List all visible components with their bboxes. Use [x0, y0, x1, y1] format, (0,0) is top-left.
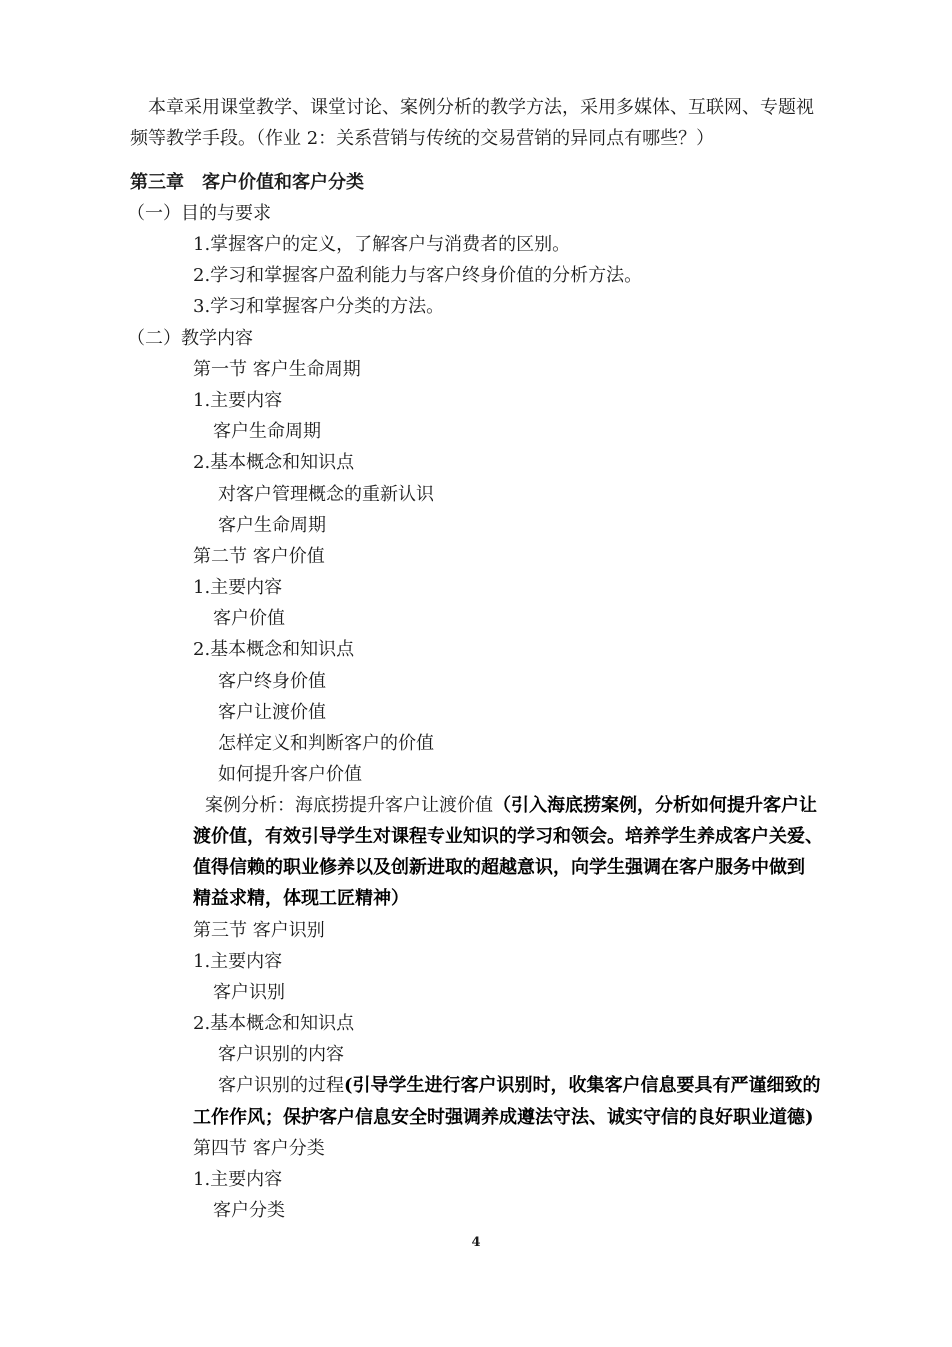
section-3-concept-process-label: 客户识别的过程 — [218, 1075, 344, 1096]
objective-item: 1.掌握客户的定义，了解客户与消费者的区别。 — [193, 234, 571, 255]
objective-item: 3.学习和掌握客户分类的方法。 — [193, 296, 445, 317]
section-3-concept-process — [218, 1074, 821, 1098]
section-1-main-label: 1.主要内容 — [193, 390, 283, 411]
case-analysis-note: （引入海底捞案例，分析如何提升客户让 — [493, 795, 817, 816]
section-4-main-item: 客户分类 — [213, 1200, 285, 1221]
section-2-title: 第二节 客户价值 — [193, 546, 325, 567]
chapter-title: 第三章 客户价值和客户分类 — [130, 172, 364, 193]
section-3-title: 第三节 客户识别 — [193, 920, 325, 941]
section-2-main-label: 1.主要内容 — [193, 577, 283, 598]
section-4-title: 第四节 客户分类 — [193, 1138, 325, 1159]
section-1-concept: 客户生命周期 — [218, 515, 326, 536]
section-1-title: 第一节 客户生命周期 — [193, 359, 361, 380]
section-1-concepts-label: 2.基本概念和知识点 — [193, 452, 355, 473]
section-2-concept: 客户让渡价值 — [218, 702, 326, 723]
case-analysis-note-line-4: 精益求精，体现工匠精神） — [193, 888, 409, 909]
case-analysis-line-1 — [205, 794, 817, 818]
section-2-concept: 客户终身价值 — [218, 671, 326, 692]
section-2-concept: 如何提升客户价值 — [218, 764, 362, 785]
section-3-main-label: 1.主要内容 — [193, 951, 283, 972]
case-analysis-title: 案例分析：海底捞提升客户让渡价值 — [205, 795, 493, 816]
objective-item: 2.学习和掌握客户盈利能力与客户终身价值的分析方法。 — [193, 265, 643, 286]
section-2-concepts-label: 2.基本概念和知识点 — [193, 639, 355, 660]
section-3-main-item: 客户识别 — [213, 982, 285, 1003]
section-2-concept: 怎样定义和判断客户的价值 — [218, 733, 434, 754]
content-heading: （二）教学内容 — [127, 328, 253, 349]
section-1-concept: 对客户管理概念的重新认识 — [218, 484, 434, 505]
section-3-concepts-label: 2.基本概念和知识点 — [193, 1013, 355, 1034]
section-3-concept: 客户识别的内容 — [218, 1044, 344, 1065]
page-number: 4 — [471, 1235, 481, 1250]
section-1-main-item: 客户生命周期 — [213, 421, 321, 442]
section-2-main-item: 客户价值 — [213, 608, 285, 629]
intro-line-2: 频等教学手段。（作业 2：关系营销与传统的交易营销的异同点有哪些？） — [130, 128, 715, 149]
objectives-heading: （一）目的与要求 — [127, 203, 271, 224]
case-analysis-note-line-3: 值得信赖的职业修养以及创新进取的超越意识，向学生强调在客户服务中做到 — [193, 857, 805, 878]
section-3-process-note-line-2: 工作作风；保护客户信息安全时强调养成遵法守法、诚实守信的良好职业道德) — [193, 1107, 814, 1128]
intro-line-1: 本章采用课堂教学、课堂讨论、案例分析的教学方法，采用多媒体、互联网、专题视 — [148, 97, 814, 118]
section-4-main-label: 1.主要内容 — [193, 1169, 283, 1190]
case-analysis-note-line-2: 渡价值，有效引导学生对课程专业知识的学习和领会。培养学生养成客户关爱、 — [193, 826, 823, 847]
section-3-process-note: (引导学生进行客户识别时，收集客户信息要具有严谨细致的 — [344, 1075, 821, 1096]
